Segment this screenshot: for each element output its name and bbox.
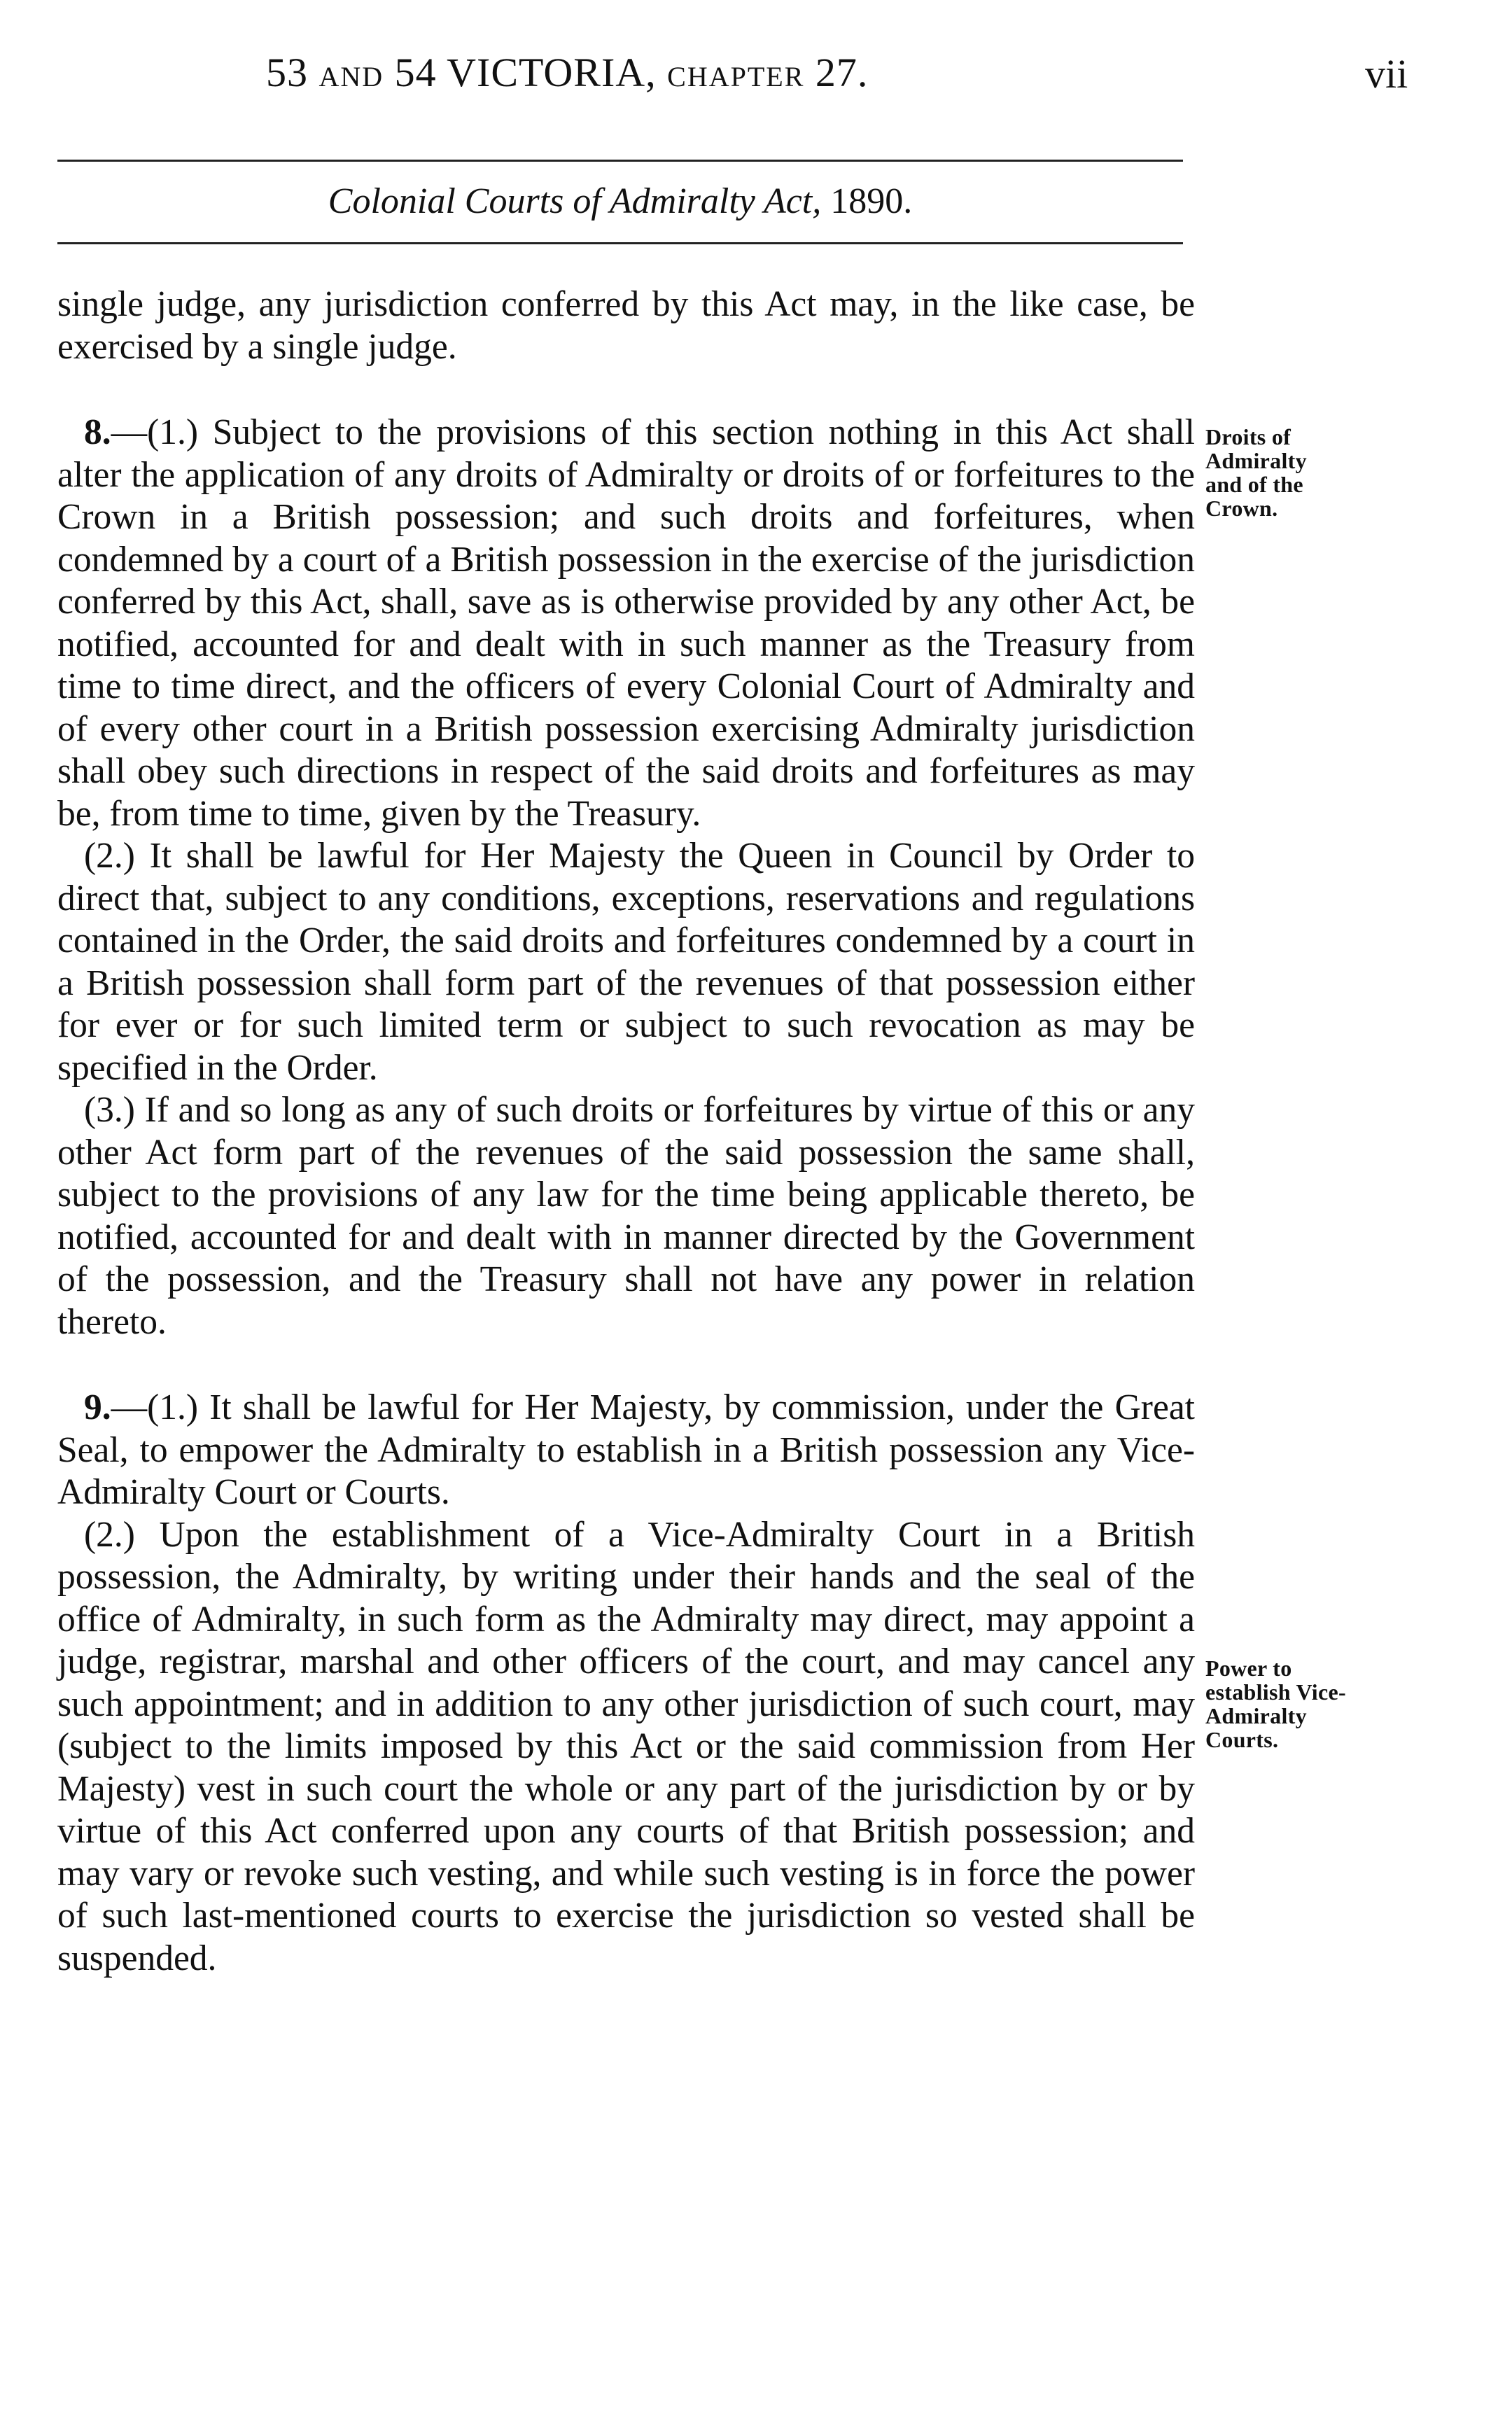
act-reign: 54 VICTORIA,: [394, 50, 657, 95]
chapter-word: CHAPTER: [667, 61, 805, 92]
margin-note-8-line: Droits of: [1205, 424, 1292, 449]
margin-note-9-line: establish Vice-: [1205, 1679, 1346, 1705]
margin-note-8-line: Crown.: [1205, 496, 1278, 521]
act-and-word: AND: [318, 61, 384, 92]
section-9-paragraph-1: [57, 1387, 1195, 1514]
carryover-paragraph: single judge, any jurisdiction conferred by this Act may, in the like case, be exercised by a single judge.: [57, 284, 1195, 367]
section-9-number: 9.: [84, 1387, 111, 1427]
act-short-title-italic: Colonial Courts of Admiralty Act,: [328, 181, 822, 221]
page-number: vii: [1365, 51, 1408, 97]
running-head-title: [266, 49, 868, 96]
section-8-p1-text: —(1.) Subject to the provisions of this section nothing in this Act shall alter the application of any droits of Admiralty or droits of or forfeitures to the Crown in a British possession; and such droits and forfeitures, when condemned by a court of a British possession in the exercise of the jurisdiction conferred by this Act, shall, save as is otherwise provided by any other Act, be notified, accounted for and dealt with in such manner as the Treasury from time to time direct, and the officers of every Colonial Court of Admiralty and of every other court in a British possession exercising Admiralty jurisdiction shall obey such directions in respect of the said droits and forfeitures as may be, from time to time, given by the Treasury.: [57, 412, 1195, 834]
margin-note-9-line: Power to: [1205, 1656, 1292, 1681]
act-short-title: [0, 181, 1240, 222]
section-8-number: 8.: [84, 412, 111, 452]
header-rule-bottom: [57, 242, 1183, 244]
act-year-number: 53: [266, 50, 308, 95]
margin-note-section-8: [1205, 425, 1373, 520]
section-9-paragraph-2: (2.) Upon the establishment of a Vice-Admiralty Court in a British possession, the Admiralty, by writing under their hands and the seal of the office of Admiralty, in such form as the Admiralty may direct, may appoint a judge, registrar, marshal and other officers of the court, and may cancel any such appointment; and in addition to any other jurisdiction of such court, may (subject to the limits imposed by this Act or the said commission from Her Majesty) vest in such court the whole or any part of the jurisdiction by or by virtue of this Act conferred upon any courts of that British possession; and may vary or revoke such vesting, and while such vesting is in force the power of such last-mentioned courts to exercise the jurisdiction so vested shall be suspended.: [57, 1514, 1195, 1978]
margin-note-8-line: Admiralty: [1205, 448, 1307, 473]
section-9-p1-text: —(1.) It shall be lawful for Her Majesty, by commission, under the Great Seal, to empower the Admiralty to establish in a British possession any Vice-Admiralty Court or Courts.: [57, 1387, 1195, 1512]
body-text: [57, 284, 1195, 1980]
chapter-number: 27.: [815, 50, 869, 95]
margin-note-9-line: Courts.: [1205, 1727, 1279, 1752]
header-rule-top: [57, 160, 1183, 162]
margin-note-section-9: [1205, 1656, 1373, 1751]
margin-note-8-line: and of the: [1205, 472, 1303, 497]
running-head: [0, 49, 1512, 105]
act-short-title-year: 1890.: [830, 181, 913, 221]
section-8-paragraph-2: (2.) It shall be lawful for Her Majesty the Queen in Council by Order to direct that, subject to any conditions, exceptions, reservations and regulations contained in the Order, the said droits and forfeitures condemned by a court in a British possession shall form part of the revenues of that possession either for ever or for such limited term or subject to such revocation as may be specified in the Order.: [57, 836, 1195, 1088]
margin-note-9-line: Admiralty: [1205, 1703, 1307, 1728]
section-8-paragraph-3: (3.) If and so long as any of such droits or forfeitures by virtue of this or any other Act form part of the revenues of the said possession the same shall, subject to the provisions of any law for the time being applicable thereto, be notified, accounted for and dealt with in manner directed by the Government of the possession, and the Treasury shall not have any power in relation thereto.: [57, 1090, 1195, 1342]
section-8-paragraph-1: [57, 412, 1195, 835]
